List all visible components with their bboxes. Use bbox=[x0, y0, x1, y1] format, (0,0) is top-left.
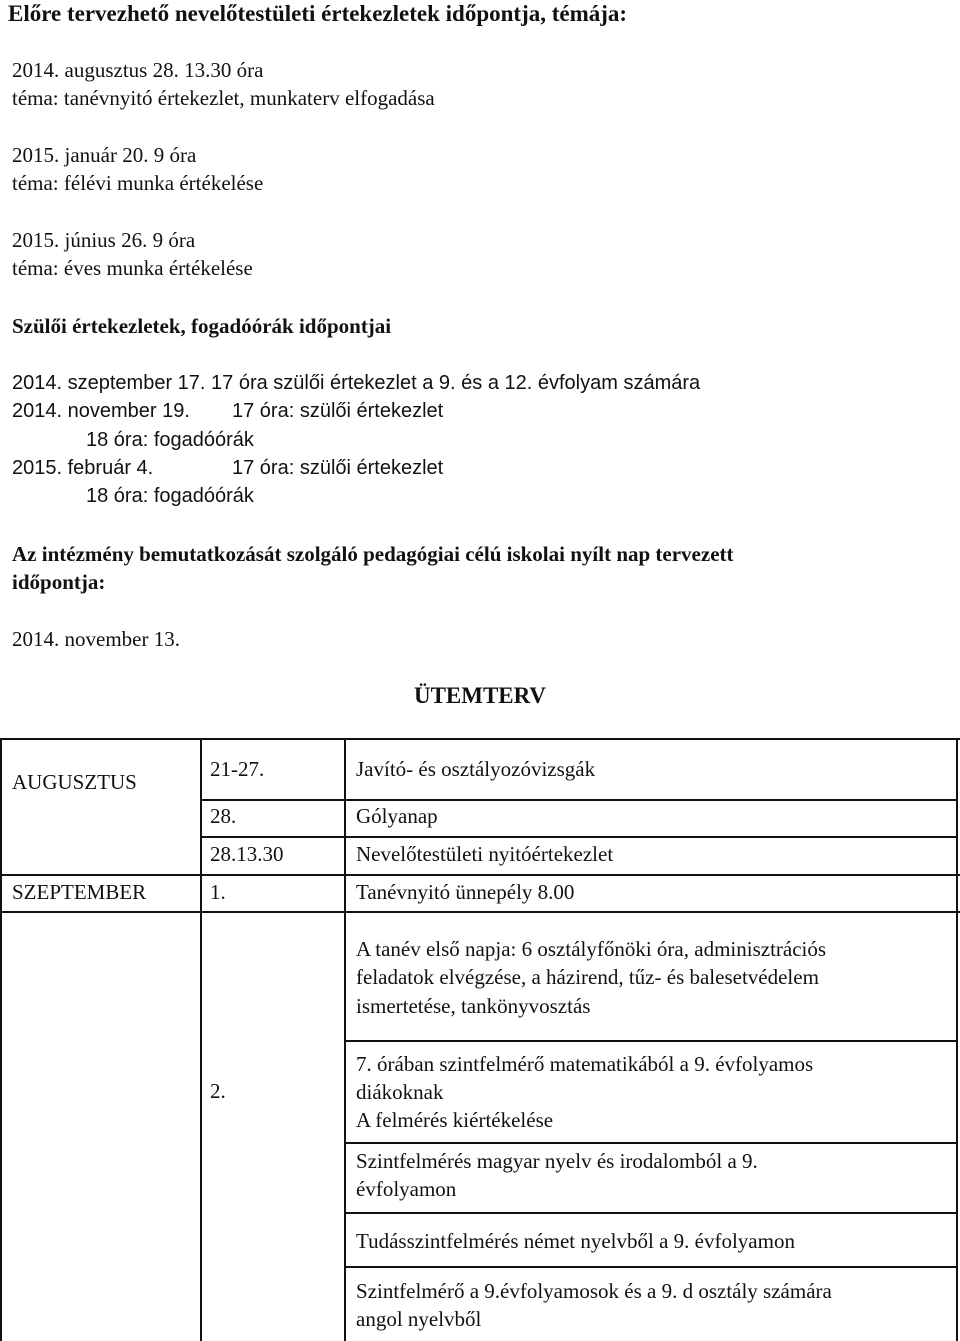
meeting-topic: téma: félévi munka értékelése bbox=[12, 171, 264, 195]
table-row-divider bbox=[200, 799, 958, 801]
table-col-divider bbox=[200, 738, 202, 1341]
event-cell: Javító- és osztályozóvizsgák bbox=[356, 757, 596, 781]
table-left-border bbox=[0, 738, 2, 1341]
day-cell: 28.13.30 bbox=[210, 842, 284, 866]
meeting-date: 2014. augusztus 28. 13.30 óra bbox=[12, 58, 264, 82]
day-cell: 1. bbox=[210, 880, 226, 904]
heading-open-day-cont: időpontja: bbox=[12, 570, 106, 594]
meeting-topic: téma: éves munka értékelése bbox=[12, 256, 253, 280]
table-top-border bbox=[0, 738, 960, 740]
event-cell: Gólyanap bbox=[356, 804, 438, 828]
event-cell: Szintfelmérés magyar nyelv és irodalomból a 9. bbox=[356, 1149, 758, 1173]
heading-teacher-meetings: Előre tervezhető nevelőtestületi értekezletek időpontja, témája: bbox=[8, 1, 628, 26]
event-cell: A felmérés kiértékelése bbox=[356, 1108, 554, 1132]
day-cell: 21-27. bbox=[210, 757, 265, 781]
month-cell: SZEPTEMBER bbox=[12, 880, 147, 904]
parent-meeting-date: 2014. november 19. bbox=[12, 400, 190, 422]
table-row-divider bbox=[344, 1040, 958, 1042]
event-cell: évfolyamon bbox=[356, 1177, 457, 1201]
event-cell: ismertetése, tankönyvosztás bbox=[356, 994, 591, 1018]
schedule-title: ÜTEMTERV bbox=[413, 683, 547, 708]
event-cell: Nevelőtestületi nyitóértekezlet bbox=[356, 842, 614, 866]
day-cell: 28. bbox=[210, 804, 237, 828]
event-cell: diákoknak bbox=[356, 1080, 444, 1104]
open-day-date: 2014. november 13. bbox=[12, 627, 180, 651]
event-cell: 7. órában szintfelmérő matematikából a 9. évfolyamos bbox=[356, 1052, 814, 1076]
parent-meeting-desc: 18 óra: fogadóórák bbox=[86, 429, 254, 451]
parent-meeting-line: 2014. szeptember 17. 17 óra szülői értekezlet a 9. és a 12. évfolyam számára bbox=[12, 372, 701, 394]
parent-meeting-date: 2015. február 4. bbox=[12, 457, 154, 479]
table-row-divider bbox=[200, 836, 958, 838]
heading-parent-meetings: Szülői értekezletek, fogadóórák időpontjai bbox=[12, 314, 392, 338]
event-cell: feladatok elvégzése, a házirend, tűz- és balesetvédelem bbox=[356, 965, 819, 989]
table-row-divider bbox=[0, 874, 960, 876]
parent-meeting-desc: 17 óra: szülői értekezlet bbox=[232, 400, 444, 422]
event-cell: Szintfelmérő a 9.évfolyamosok és a 9. d osztály számára bbox=[356, 1279, 832, 1303]
meeting-date: 2015. június 26. 9 óra bbox=[12, 228, 196, 252]
event-cell: Tanévnyitó ünnepély 8.00 bbox=[356, 880, 575, 904]
event-cell: Tudásszintfelmérés német nyelvből a 9. évfolyamon bbox=[356, 1229, 795, 1253]
month-cell: AUGUSZTUS bbox=[12, 770, 137, 794]
table-row-divider bbox=[344, 1212, 958, 1214]
event-cell: angol nyelvből bbox=[356, 1307, 482, 1331]
event-cell: A tanév első napja: 6 osztályfőnöki óra, adminisztrációs bbox=[356, 937, 827, 961]
heading-open-day: Az intézmény bemutatkozását szolgáló pedagógiai célú iskolai nyílt nap tervezett bbox=[12, 542, 734, 566]
parent-meeting-desc: 17 óra: szülői értekezlet bbox=[232, 457, 444, 479]
day-cell: 2. bbox=[210, 1079, 226, 1103]
table-row-divider bbox=[344, 1266, 958, 1268]
meeting-topic: téma: tanévnyitó értekezlet, munkaterv elfogadása bbox=[12, 86, 435, 110]
meeting-date: 2015. január 20. 9 óra bbox=[12, 143, 197, 167]
table-row-divider bbox=[0, 911, 960, 913]
table-row-divider bbox=[344, 1142, 958, 1144]
parent-meeting-desc: 18 óra: fogadóórák bbox=[86, 485, 254, 507]
